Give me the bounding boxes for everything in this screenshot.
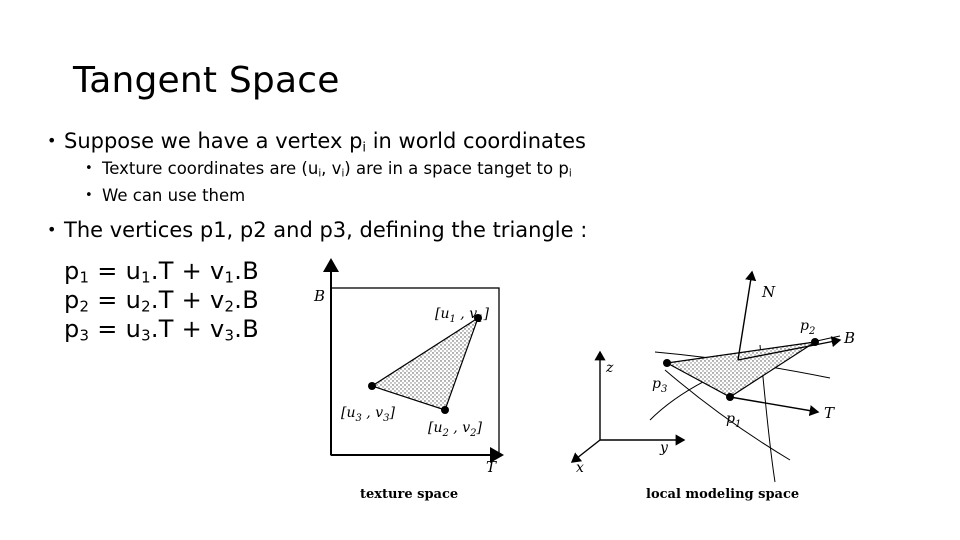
x-axis	[572, 440, 600, 462]
eq-part: = u	[89, 286, 142, 314]
bullet-dot: •	[47, 131, 57, 150]
subscript: i	[341, 168, 345, 180]
bullet-text: Suppose we have a vertex p	[64, 129, 363, 153]
subscript: i	[568, 168, 572, 180]
subbullet-text: ) are in a space tanget to p	[344, 159, 569, 178]
subscript: i	[318, 168, 322, 180]
model-space-caption: local modeling space	[646, 487, 800, 502]
eq-sub: 3	[224, 326, 235, 345]
bullet-tail: in world coordinates	[366, 129, 586, 153]
p1-label: $p_1$	[726, 411, 742, 430]
eq-sub: 1	[141, 268, 151, 287]
eq-part: p	[64, 257, 80, 285]
eq-part: .T + v	[150, 315, 225, 343]
normal-vector	[738, 272, 752, 360]
t-label: T	[824, 404, 835, 422]
uv-triangle	[372, 318, 478, 410]
eq-part: = u	[89, 257, 142, 285]
eq-part: p	[64, 286, 80, 314]
eq-part: .B	[234, 286, 259, 314]
y-axis-label: y	[660, 440, 668, 456]
eq-sub: 2	[141, 297, 151, 316]
t-axis-label: T	[486, 458, 497, 476]
eq-part: .B	[234, 315, 259, 343]
point-p3	[663, 359, 671, 367]
z-axis-label: z	[606, 360, 614, 376]
bullet-dot: •	[85, 188, 93, 203]
p2-label: $p_2$	[800, 318, 816, 337]
b-axis-label: B	[314, 287, 326, 305]
eq-sub: 3	[79, 326, 90, 345]
texture-space-diagram	[313, 260, 502, 502]
eq-part: = u	[89, 315, 142, 343]
vertex-3	[368, 382, 376, 390]
model-triangle	[667, 342, 815, 397]
n-label: N	[762, 283, 776, 301]
uv-label-2: [$u_2$ , $v_2$]	[428, 420, 482, 439]
eq-part: p	[64, 315, 80, 343]
texture-space-caption: texture space	[360, 487, 459, 502]
eq-part: .T + v	[150, 286, 225, 314]
eq-part: .B	[234, 257, 259, 285]
eq-sub: 3	[141, 326, 151, 345]
subbullet-text: Texture coordinates are (u	[102, 159, 319, 178]
bullet-dot: •	[85, 161, 93, 176]
model-space-diagram	[572, 272, 855, 502]
subbullet-text: We can use them	[102, 186, 246, 205]
bullet-sub: i	[362, 140, 367, 156]
uv-label-3: [$u_3$ , $v_3$]	[341, 405, 395, 424]
eq-part: .T + v	[150, 257, 225, 285]
point-p1	[726, 393, 734, 401]
eq-sub: 2	[224, 297, 235, 316]
eq-sub: 1	[79, 268, 90, 287]
p3-label: $p_3$	[652, 376, 668, 395]
point-p2	[811, 338, 819, 346]
b-label: B	[844, 329, 856, 347]
bullet-dot: •	[47, 220, 57, 239]
x-axis-label: x	[576, 460, 584, 476]
subbullet-text: , v	[321, 159, 342, 178]
tangent-vector	[730, 397, 818, 412]
vertex-2	[441, 406, 449, 414]
bullet-text: The vertices p1, p2 and p3, defining the triangle :	[64, 218, 588, 242]
slide-title: Tangent Space	[73, 60, 340, 101]
eq-sub: 2	[79, 297, 90, 316]
uv-label-1: [$u_1$ , $v_1$]	[435, 306, 489, 325]
eq-sub: 1	[224, 268, 235, 287]
